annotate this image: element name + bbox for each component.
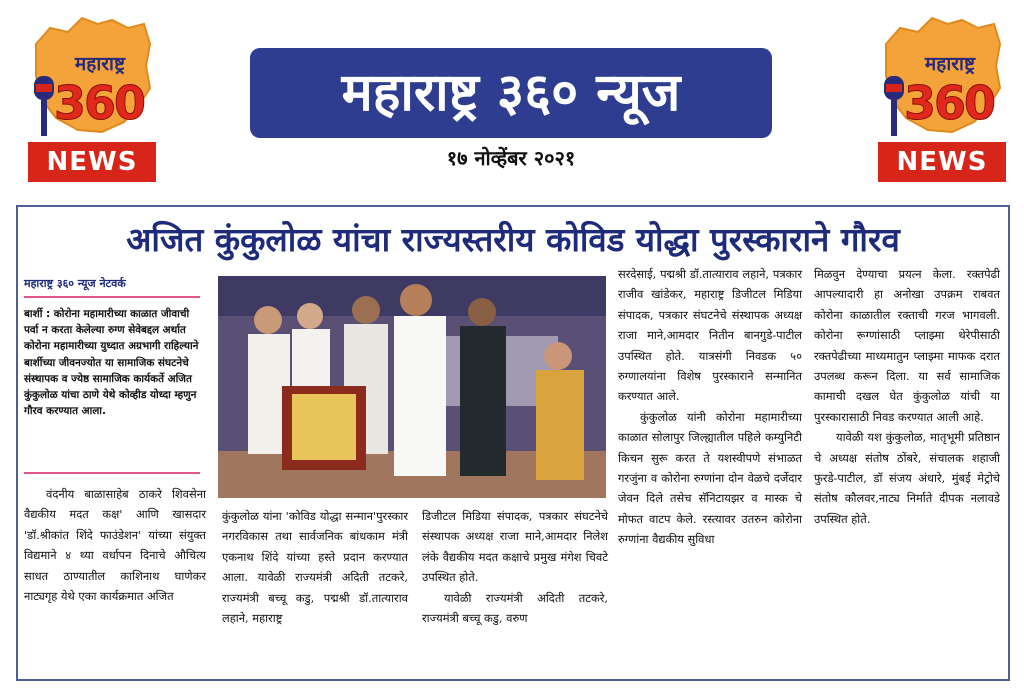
column-5-paragraph-a: मिळवुन देण्याचा प्रयत्न केला. रक्तपेढी आपल्यादारी हा अनोखा उपक्रम राबवत कोरोना काळातील रक्ताची गरज भागवली. कोरोना रूग्णांसाठी प्लाझ्मा थेरेपीसाठी रक्तपेढीच्या माध्यमातुन प्लाझ्मा माफक दरात उपलब्ध करून दिला. या सर्व सामाजिक कामाची दखल घेत कुंकुलोळ यांची या पुरस्कारासाठी निवड करण्यात आली आहे. — [814, 267, 1000, 424]
logo-state-label: महाराष्ट्र — [924, 53, 976, 75]
logo-number: 360 — [904, 76, 995, 130]
logo-state-label: महाराष्ट्र — [74, 53, 126, 75]
column-1-paragraph: वंदनीय बाळासाहेब ठाकरे शिवसेना वैद्यकीय मदत कक्ष' आणि खासदार 'डॉ.श्रीकांत शिंदे फाउंडेशन' यांच्या संयुक्त विद्यमाने ४ थ्या वर्धापन दिनाचे औचित्य साधत ठाण्यातील काशिनाथ घाणेकर नाट्यगृह येथे एका कार्यक्रमात अजित — [24, 487, 206, 604]
article-summary: बार्शी : कोरोना महामारीच्या काळात जीवाची पर्वा न करता केलेल्या रुग्ण सेवेबद्दल अर्थात कोरोना महामारीच्या युध्दात अग्रभागी राहिल्याने बार्शीच्या जीवनज्योत या सामाजिक संघटनेचे संस्थापक व ज्येष्ठ सामाजिक कार्यकर्ते अजित कुंकुलोळ यांचा ठाणे येथे कोव्हीड योध्दा म्हणुन गौरव करण्यात आला. — [24, 308, 199, 418]
column-3-paragraph-b: यावेळी राज्यमंत्री अदिती तटकरे, राज्यमंत्री बच्चू कडु, वरुण — [422, 590, 608, 626]
award-ceremony-photo — [218, 276, 606, 498]
logo-right — [878, 14, 1006, 182]
column-3-paragraph-a: डिजीटल मिडिया संपादक, पत्रकार संघटनेचे संस्थापक अध्यक्ष राजा माने,आमदार निलेश लंके वैद्यकीय मदत कक्षाचे प्रमुख मंगेश चिवटे उपस्थित होते. — [422, 509, 608, 585]
column-4-paragraph-b: कुंकुलोळ यांनी कोरोना महामारीच्या काळात सोलापुर जिल्ह्यातील पहिले कम्युनिटी किचन सुरू करत ते यशस्वीपणे संभाळत गरजुंना व कोरोना रुग्णांना दोन वेळचे दर्जेदार जेवन दिले तसेच सॅनिटायझर व मास्क चे मोफत वाटप केले. रस्त्यावर उतरुन कोरोना रुग्णांना वैद्यकीय सुविधा — [618, 409, 802, 547]
column-2-paragraph: कुंकुलोळ यांना 'कोविड योद्धा सन्मान'पुरस्कार नगरविकास तथा सार्वजनिक बांधकाम मंत्री एकनाथ शिंदे यांच्या हस्ते प्रदान करण्यात आला. यावेळी राज्यमंत्री अदिती तटकरे, राज्यमंत्री बच्चू कडु, पद्मश्री डॉ.तात्याराव लहाने, महाराष्ट्र — [222, 509, 408, 626]
logo-news-badge: NEWS — [28, 142, 156, 182]
microphone-icon — [882, 76, 906, 138]
issue-date: १७ नोव्हेंबर २०२१ — [446, 146, 576, 170]
logo-news-badge: NEWS — [878, 142, 1006, 182]
article-column-5 — [814, 264, 1000, 529]
logo-number: 360 — [54, 76, 145, 130]
masthead-title: महाराष्ट्र ३६० न्यूज — [250, 48, 772, 138]
column-5-paragraph-b: यावेळी यश कुंकुलोळ, मातृभूमी प्रतिष्ठान चे अध्यक्ष संतोष ठोंबरे, संचालक शहाजी फुरडे-पाटील, डॉ संजय अंधारे, मुंबई मेट्रोचे संतोष कौलवर,नाट्य निर्माते दीपक नलावडे उपस्थित होते. — [814, 430, 1000, 526]
byline: महाराष्ट्र ३६० न्यूज नेटवर्क — [24, 277, 126, 290]
article-column-3 — [422, 506, 608, 628]
article-column-1 — [24, 484, 206, 606]
logo-left — [28, 14, 156, 182]
byline-divider — [24, 296, 200, 298]
article-headline: अजित कुंकुलोळ यांचा राज्यस्तरीय कोविड योद्धा पुरस्काराने गौरव — [126, 220, 900, 259]
award-photo-illustration — [218, 276, 606, 498]
summary-divider — [24, 472, 200, 474]
column-4-paragraph-a: सरदेसाई, पद्मश्री डॉ.तात्याराव लहाने, पत्रकार राजीव खांडेकर, महाराष्ट्र डिजीटल मिडिया संपादक, पत्रकार संघटनेचे संस्थापक अध्यक्ष राजा माने,आमदार नितीन बानगुडे-पाटील उपस्थित होते. यात्रसंगी निवडक ५० रुग्णालयांना विशेष पुरस्काराने सन्मानित करण्यात आले. — [618, 267, 802, 404]
article-column-2 — [222, 506, 408, 628]
microphone-icon — [32, 76, 56, 138]
article-column-4 — [618, 264, 802, 550]
